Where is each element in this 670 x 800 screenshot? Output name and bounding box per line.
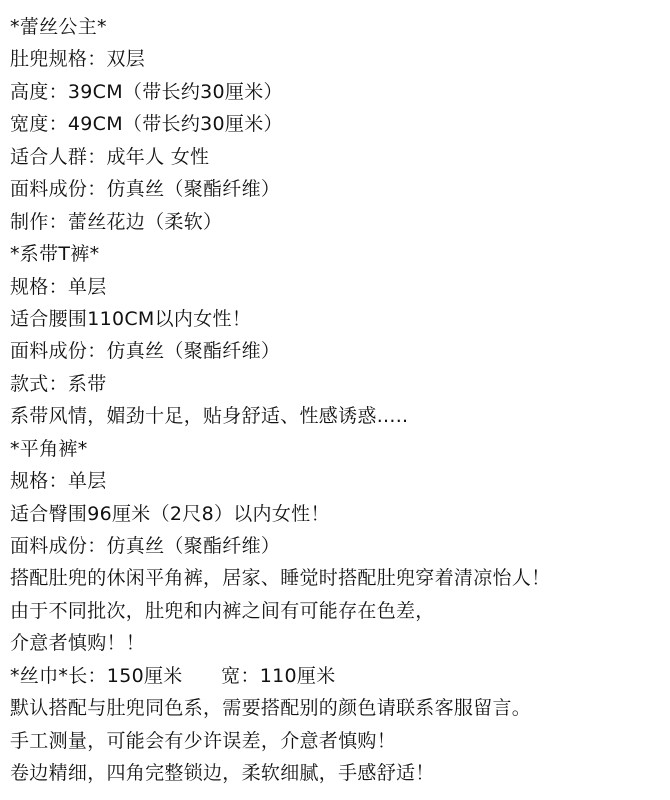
bellyband-spec: 肚兜规格：双层 bbox=[10, 48, 146, 71]
scarf-color-note: 默认搭配与肚兜同色系，需要搭配别的颜色请联系客服留言。 bbox=[10, 697, 532, 720]
height-spec: 高度：39CM（带长约30厘米） bbox=[10, 80, 283, 103]
thong-fabric: 面料成份：仿真丝（聚酯纤维） bbox=[10, 340, 281, 363]
thong-spec: 规格：单层 bbox=[10, 275, 107, 298]
color-difference-note: 由于不同批次，肚兜和内裤之间有可能存在色差， bbox=[10, 599, 435, 622]
scarf-size: *丝巾*长：150厘米 宽：110厘米 bbox=[10, 664, 336, 687]
section-title-lace-princess: *蕾丝公主* bbox=[10, 16, 107, 38]
thong-description: 系带风情，媚劲十足，贴身舒适、性感诱惑..... bbox=[10, 405, 409, 428]
waist-fit: 适合腰围110CM以内女性！ bbox=[10, 307, 252, 330]
width-spec: 宽度：49CM（带长约30厘米） bbox=[10, 113, 283, 136]
measurement-note: 手工测量，可能会有少许误差，介意者慎购！ bbox=[10, 729, 397, 752]
target-audience: 适合人群：成年人 女性 bbox=[10, 145, 210, 168]
section-title-tie-thong: *系带T裤* bbox=[10, 243, 100, 266]
product-description bbox=[10, 11, 660, 790]
finishing-note: 卷边精细，四角完整锁边，柔软细腻，手感舒适！ bbox=[10, 762, 435, 785]
fabric-composition: 面料成份：仿真丝（聚酯纤维） bbox=[10, 178, 281, 201]
craftsmanship: 制作：蕾丝花边（柔软） bbox=[10, 210, 223, 233]
section-title-boxer: *平角裤* bbox=[10, 437, 88, 460]
hip-fit: 适合臀围96厘米（2尺8）以内女性！ bbox=[10, 502, 330, 525]
boxer-fabric: 面料成份：仿真丝（聚酯纤维） bbox=[10, 535, 281, 557]
thong-style: 款式：系带 bbox=[10, 372, 107, 395]
caution-note: 介意者慎购！！ bbox=[10, 632, 146, 655]
boxer-description: 搭配肚兜的休闲平角裤，居家、睡觉时搭配肚兜穿着清凉怡人！ bbox=[10, 567, 551, 590]
boxer-spec: 规格：单层 bbox=[10, 470, 107, 493]
